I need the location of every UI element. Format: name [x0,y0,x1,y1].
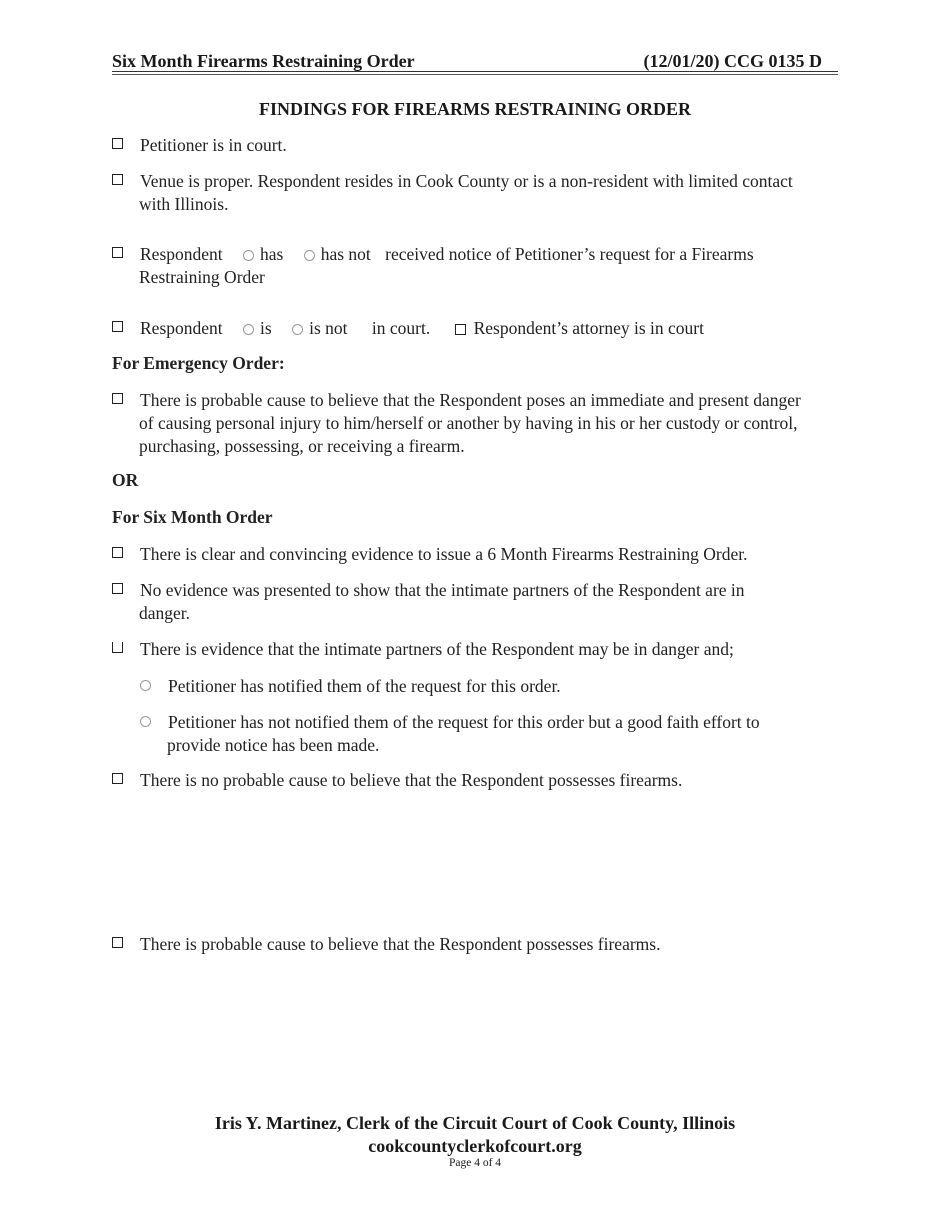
or-label: OR [112,470,139,490]
attorney-label: Respondent’s attorney is in court [473,318,704,338]
clear-evidence-checkbox[interactable] [112,547,123,558]
is-label: is [260,318,272,338]
six-month-heading: For Six Month Order [112,507,273,527]
emergency-heading: For Emergency Order: [112,353,285,373]
no-probable-cause-checkbox[interactable] [112,773,123,784]
finding-text: with Illinois. [139,194,229,214]
section-title: FINDINGS FOR FIREARMS RESTRAINING ORDER [258,99,692,119]
finding-text: purchasing, possessing, or receiving a firearm. [139,436,465,456]
finding-text: There is clear and convincing evidence to issue a 6 Month Firearms Restraining Order. [140,544,748,564]
notified-radio[interactable] [140,680,151,691]
finding-text: There is evidence that the intimate partners of the Respondent may be in danger and; [140,639,734,659]
is-not-label: is not [309,318,348,338]
finding-text: Venue is proper. Respondent resides in Cook County or is a non-resident with limited contact [140,171,793,191]
page-number: Page 4 of 4 [448,1157,502,1169]
form-title: Six Month Firearms Restraining Order [112,51,415,71]
finding-text: There is probable cause to believe that the Respondent possesses firearms. [140,934,661,954]
emergency-checkbox[interactable] [112,393,123,404]
header-rule-double [112,74,838,75]
probable-cause-checkbox[interactable] [112,937,123,948]
attorney-checkbox[interactable] [455,324,466,335]
option-text: provide notice has been made. [167,735,380,755]
form-code: (12/01/20) CCG 0135 D [643,51,822,71]
respondent-label: Respondent [140,318,223,338]
respondent-in-court-checkbox[interactable] [112,321,123,332]
clerk-name: Iris Y. Martinez, Clerk of the Circuit Court of Cook County, Illinois [214,1113,736,1133]
no-evidence-checkbox[interactable] [112,583,123,594]
header-rule [112,71,838,72]
petitioner-in-court-checkbox[interactable] [112,138,123,149]
finding-text: There is no probable cause to believe that the Respondent possesses firearms. [140,770,683,790]
notice-rest-text: received notice of Petitioner’s request for a Firearms [385,244,754,264]
evidence-danger-checkbox[interactable] [112,642,123,653]
finding-text: There is probable cause to believe that the Respondent poses an immediate and present danger [140,390,801,410]
option-text: Petitioner has not notified them of the request for this order but a good faith effort to [168,712,760,732]
finding-text: Restraining Order [139,267,265,287]
has-not-radio[interactable] [304,250,315,261]
respondent-label: Respondent [140,244,223,264]
finding-text: of causing personal injury to him/herself or another by having in his or her custody or control, [139,413,798,433]
is-not-radio[interactable] [292,324,303,335]
finding-text [140,317,840,340]
finding-text: danger. [139,603,191,623]
form-header [112,51,838,71]
finding-text: Petitioner is in court. [140,135,287,155]
has-radio[interactable] [243,250,254,261]
is-radio[interactable] [243,324,254,335]
finding-text [140,243,840,266]
notice-checkbox[interactable] [112,247,123,258]
venue-checkbox[interactable] [112,174,123,185]
option-text: Petitioner has notified them of the request for this order. [168,676,561,696]
has-label: has [260,244,284,264]
finding-text: No evidence was presented to show that the intimate partners of the Respondent are in [140,580,745,600]
has-not-label: has not [320,244,371,264]
in-court-text: in court. [371,318,431,338]
clerk-website[interactable]: cookcountyclerkofcourt.org [368,1136,582,1156]
not-notified-radio[interactable] [140,716,151,727]
